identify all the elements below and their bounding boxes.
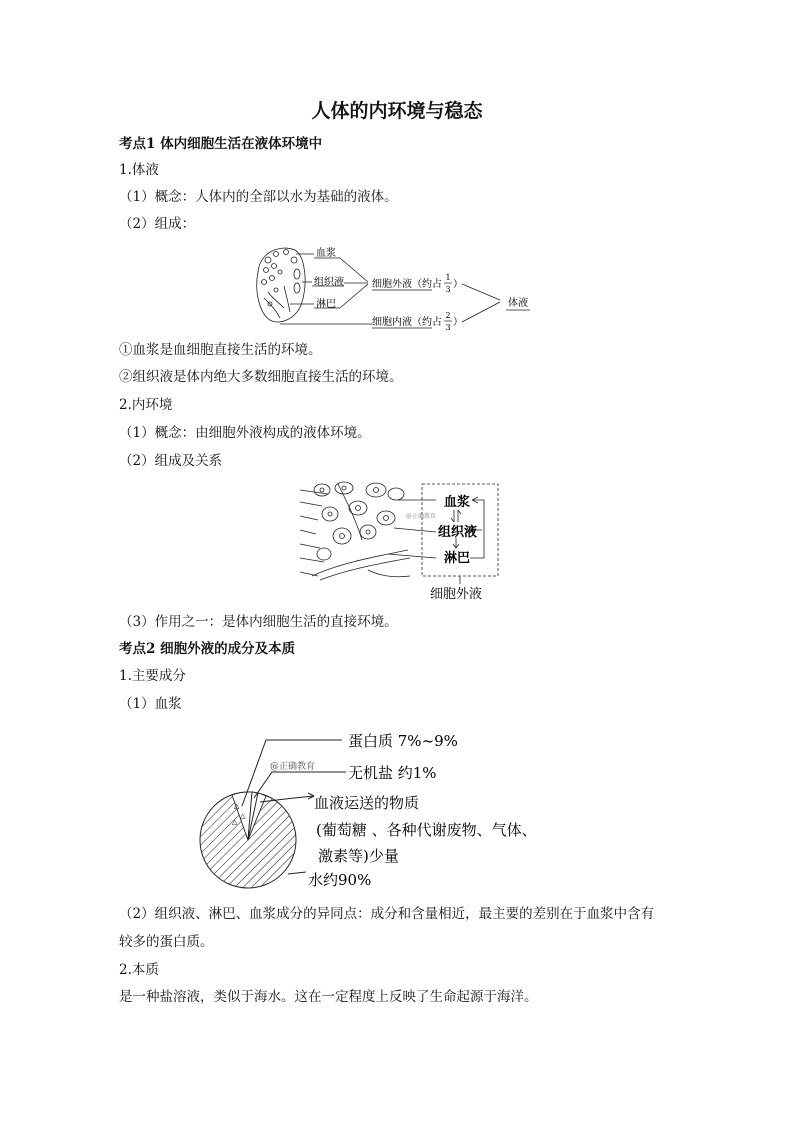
subheading-internal-environment: 2.内环境 xyxy=(119,397,173,413)
section-heading-point2: 考点2 细胞外液的成分及本质 xyxy=(119,641,296,657)
pie-triangle-mark-icon: △ xyxy=(232,818,238,826)
function-text: （3）作用之一：是体内细胞生活的直接环境。 xyxy=(119,614,398,630)
pie-triangle-mark-icon: △ xyxy=(240,812,246,820)
compare-text-line2: 较多的蛋白质。 xyxy=(119,934,214,950)
body-fluid-label: 体液 xyxy=(508,298,528,309)
plasma-subheading: （1）血浆 xyxy=(119,696,182,712)
diagram2-tissue-fluid-label: 组织液 xyxy=(438,525,478,540)
subheading-main-components: 1.主要成分 xyxy=(119,668,186,684)
page-title: 人体的内环境与稳态 xyxy=(311,100,483,122)
diagram2-watermark: @正确教育 xyxy=(406,513,437,520)
fraction1-numerator: 1 xyxy=(445,273,451,282)
essence-text: 是一种盐溶液，类似于海水。这在一定程度上反映了生命起源于海洋。 xyxy=(119,989,538,1005)
pie-protein-label: 蛋白质 7%~9% xyxy=(348,732,458,750)
compare-text-line1: （2）组织液、淋巴、血浆成分的异同点：成分和含量相近，最主要的差别在于血浆中含有 xyxy=(119,906,655,922)
subheading-body-fluid: 1.体液 xyxy=(119,162,159,178)
pie-inorganic-label: 无机盐 约1% xyxy=(348,764,437,782)
section-heading-point1: 考点1 体内细胞生活在液体环境中 xyxy=(119,136,323,152)
pie-chart xyxy=(200,792,296,888)
pie-watermark: @正确教育 xyxy=(270,762,316,772)
internal-environment-concept: （1）概念：由细胞外液构成的液体环境。 xyxy=(119,425,371,441)
pie-transport-detail-2: 激素等)少量 xyxy=(318,847,399,865)
diagram1-tissue-fluid-label: 组织液 xyxy=(314,277,344,288)
cell-illustration-icon xyxy=(257,248,305,322)
tissue-illustration-icon xyxy=(300,482,410,580)
body-fluid-composition: （2）组成： xyxy=(119,216,196,232)
pie-transport-label: 血液运送的物质 xyxy=(314,794,420,812)
pie-triangle-mark-icon: △ xyxy=(234,802,240,810)
diagram2-extracellular-label: 细胞外液 xyxy=(430,587,483,602)
plasma-composition-pie-diagram xyxy=(196,722,586,898)
fraction2-close-paren: ） xyxy=(453,317,463,328)
diagram1-lymph-label: 淋巴 xyxy=(316,299,336,310)
fraction1-close-paren: ） xyxy=(453,279,463,290)
diagram2-plasma-label: 血浆 xyxy=(444,495,471,510)
subheading-essence: 2.本质 xyxy=(119,962,159,978)
internal-environment-diagram xyxy=(298,480,504,604)
fraction1-denominator: 3 xyxy=(445,285,451,294)
body-fluid-concept: （1）概念：人体内的全部以水为基础的液体。 xyxy=(119,189,398,205)
diagram2-lymph-label: 淋巴 xyxy=(444,551,471,566)
extracellular-fluid-label: 细胞外液（约占 xyxy=(372,279,442,290)
body-fluid-composition-diagram xyxy=(250,242,540,334)
composition-relation: （2）组成及关系 xyxy=(119,453,223,469)
diagram1-plasma-label: 血浆 xyxy=(316,248,336,259)
pie-transport-detail: (葡萄糖 、各种代谢废物、气体、 xyxy=(316,821,537,839)
fraction2-numerator: 2 xyxy=(445,311,451,320)
fraction2-denominator: 3 xyxy=(445,323,451,332)
note-plasma: ①血浆是血细胞直接生活的环境。 xyxy=(119,342,322,358)
pie-water-label: 水约90% xyxy=(308,871,372,889)
note-tissue-fluid: ②组织液是体内绝大多数细胞直接生活的环境。 xyxy=(119,369,403,385)
intracellular-fluid-label: 细胞内液（约占 xyxy=(372,317,442,328)
